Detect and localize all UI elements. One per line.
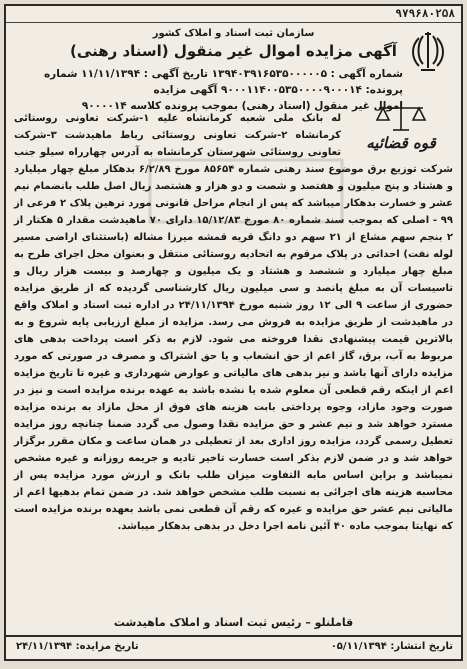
logo-spacer [341, 110, 453, 152]
auction-date: تاریخ مزایده: ۲۴/۱۱/۱۳۹۴ [16, 641, 139, 652]
ad-body-text: له بانک ملی شعبه کرمانشاه علیه ۱-شرکت تعاونی روستائی کرمانشاه ۲-شرکت تعاونی روستائی رباط ماهیدشت ۳-شرکت تعاونی روستائی شهرستان کرمانشاه به آدرس چهارراه سیلو جنب شرکت توزیع برق موضوع سند رهنی شماره ۸۵۶۵۴ مورخ ۶/۲/۸۹ بدهکار مبلغ چهار میلیارد و هشتاد و پنج میلیون و هفتصد و شصت و دو هزار و هشتصد ریال اصل طلب بانضمام نیم عشر و خسارت بدهکار میباشد که پس از انجام مراحل قانونی مورد ترهین پلاک ۲ فرعی از ۹۹ - اصلی که بموجب سند شماره ۸۰ مورخ ۱۵/۱۲/۸۳ دارای ۷۰ ماهیدشت مقدار ۵ هکتار از ۲ بنجم سهم مشاع از ۲۱ سهم دو دانگ قریه قمشه میرزا مشاله (باستثنای اراضی مسیر لوله نفت) احداثی در پلاک مرقوم به اتحادیه روستائی منتقل و بعنوان محل اجرای طرح به مبلغ چهار میلیارد و ششصد و هشتاد و یک میلیون و چهارصد و بیست هزار ریال و تاسیسات آن به مبلغ پانصد و سی میلیون ریال کارشناسی گردیده که از طریق مزایده حضوری از ساعت ۹ الی ۱۲ روز شنبه مورخ ۲۴/۱۱/۱۳۹۴ در اداره ثبت اسناد و املاک واقع در ماهیدشت از طریق مزایده به فروش می رسد. مزایده از مبلغ ارزیابی پایه شروع و به بالاترین قیمت پیشنهادی نقدا فروخته می شود. لازم به ذکر است پرداخت بدهی های مربوط به آب، برق، گاز اعم از حق انشعاب و یا حق اشتراک و مصرف در صورتی که مورد مزایده دارای آنها باشد و نیز بدهی های مالیاتی و عوارض شهرداری و غیره تا تاریخ مزایده اعم از اینکه رقم قطعی آن معلوم شده یا نشده باشد به عهده برنده مزایده است و نیز در صورت وجود مازاد، وجوه پرداختی بابت هزینه های فوق از محل مازاد به برنده مزایده مسترد خواهد شد و نیم عشر و حق مزایده نقدا وصول می گردد ضمنا چنانچه روز مزایده تعطیل رسمی گردد، مزایده روز اداری بعد از تعطیلی در همان ساعت و مکان مقرر برگزار خواهد شد و در ضمن لازم بذکر است خسارت تاخیر تادیه و جریمه روزانه و غیره مشخص نمیباشد و براین اساس مابه التفاوت میزان طلب بانک و ارزش مورد مزایده پس از محاسبه هزینه های اجرائی به نسبت طلب مشخص خواهد شد. در ضمن تمام بدهیها اعم از مالیاتی نیم عشر حق مزایده و غیره که رقم آن قطعی نمی باشد بعهده برنده مزایده است که نهایتا بموجب ماده ۴۰ آئین نامه اجرا دخل در بدهی بدهکار میباشد. [14, 113, 454, 532]
publish-date: تاریخ انتشار: ۰۵/۱۱/۱۳۹۴ [330, 641, 453, 652]
ad-page [4, 4, 463, 661]
judiciary-logo-text: قوه قضائیه [366, 134, 436, 152]
top-strip [6, 6, 461, 23]
organization-name: سازمان ثبت اسناد و املاک کشور [152, 28, 315, 39]
case-line: اموال غیر منقول (اسناد رهنی) بموجب پرونده کلاسه ۹۰۰۰۰۱۴ [81, 100, 403, 112]
signature-line: قاملنلو – رئیس ثبت اسناد و املاک ماهیدشت [113, 616, 354, 629]
ad-body [14, 110, 453, 605]
ad-title: آگهی مزایده اموال غیر منقول (اسناد رهنی) [70, 42, 397, 60]
ad-number-line: شماره آگهی : ۱۳۹۴۰۳۹۱۶۵۳۵۰۰۰۰۰۵ تاریخ آگهی : ۱۱/۱۱/۱۳۹۴ شماره پرونده: ۹۰۰۰۱۱۴۰۰۵۳۵۰۰۰۰۹۰۰۰۱۴ آگهی مزایده [43, 68, 403, 96]
footer-dates [6, 635, 461, 659]
ad-code: ۹۷۹۶۸۰۲۵۸ [395, 7, 455, 20]
